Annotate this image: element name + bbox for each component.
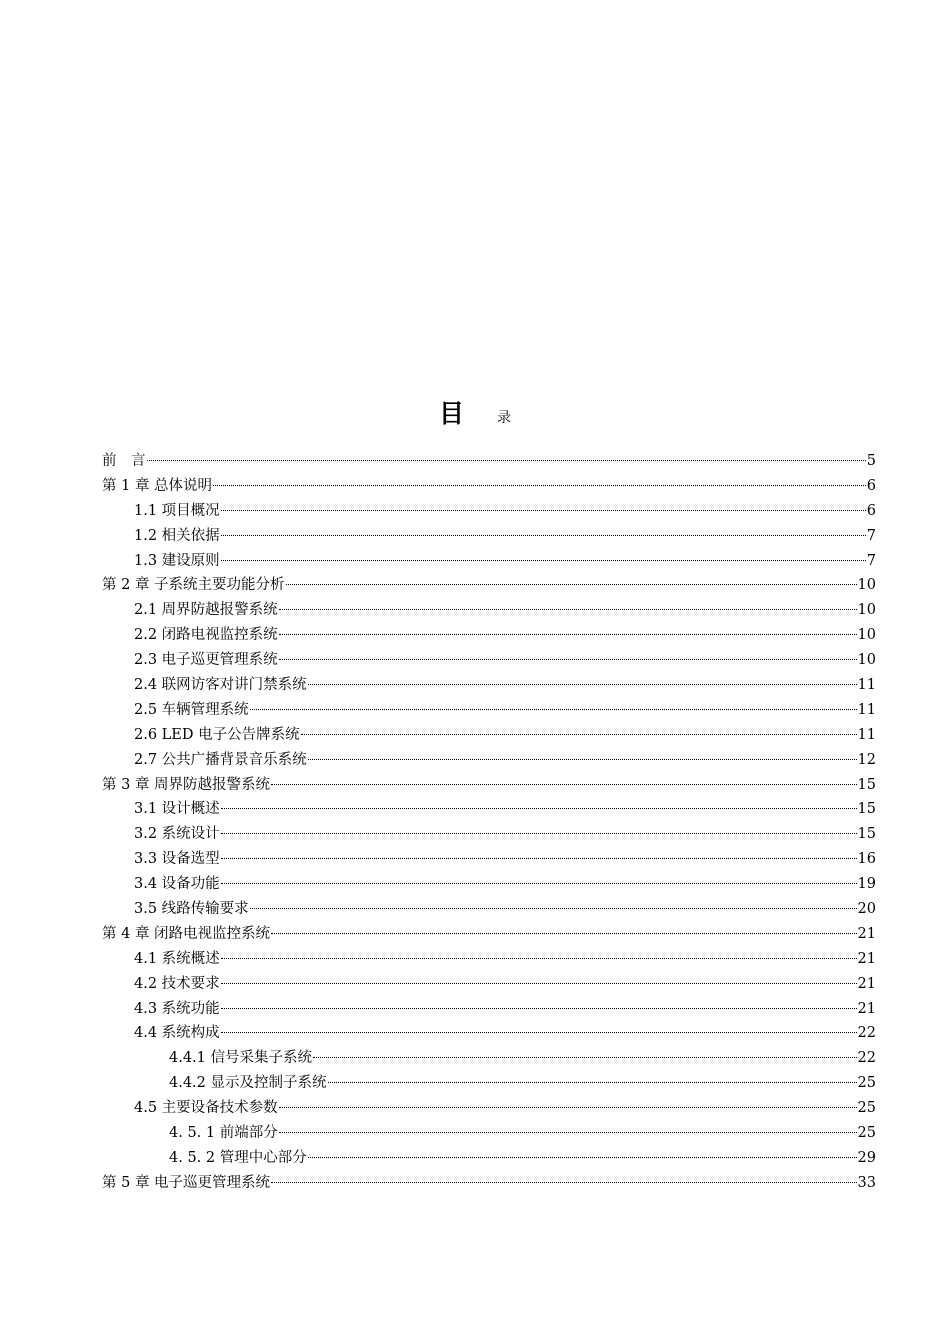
toc-entry-label: 4.3 系统功能 (134, 1000, 220, 1017)
toc-entry-label: 3.4 设备功能 (134, 876, 220, 893)
toc-entry-label: 2.2 闭路电视监控系统 (134, 627, 278, 644)
toc-entry[interactable] (102, 972, 876, 997)
toc-dot-leader (250, 709, 857, 710)
toc-entry[interactable] (102, 1071, 876, 1096)
toc-entry-page: 21 (857, 950, 876, 967)
toc-entry[interactable] (102, 1146, 876, 1171)
toc-entry-label: 2.3 电子巡更管理系统 (134, 652, 278, 669)
toc-dot-leader (279, 634, 857, 635)
toc-entry[interactable] (102, 773, 876, 798)
toc-entry-page: 10 (857, 602, 876, 619)
toc-entry-page: 25 (857, 1075, 876, 1092)
toc-entry-page: 15 (857, 801, 876, 818)
toc-entry[interactable] (102, 648, 876, 673)
toc-entry[interactable] (102, 1046, 876, 1071)
toc-entry-label: 4.1 系统概述 (134, 950, 220, 967)
toc-dot-leader (271, 1182, 856, 1183)
toc-dot-leader (301, 734, 857, 735)
toc-entry[interactable] (102, 922, 876, 947)
toc-dot-leader (308, 1157, 857, 1158)
toc-entry[interactable] (102, 549, 876, 574)
toc-dot-leader (221, 1032, 857, 1033)
toc-entry-label: 第 3 章 周界防越报警系统 (102, 776, 271, 793)
toc-dot-leader (279, 609, 857, 610)
toc-entry[interactable] (102, 573, 876, 598)
toc-entry[interactable] (102, 1096, 876, 1121)
toc-entry-label: 3.3 设备选型 (134, 851, 220, 868)
toc-dot-leader (313, 1057, 857, 1058)
toc-entry-page: 11 (857, 726, 876, 743)
toc-entry[interactable] (102, 947, 876, 972)
toc-entry-label: 第 2 章 子系统主要功能分析 (102, 577, 285, 594)
toc-entry-label: 1.2 相关依据 (134, 527, 220, 544)
toc-dot-leader (221, 858, 857, 859)
toc-dot-leader (308, 759, 857, 760)
toc-entry[interactable] (102, 1171, 876, 1196)
toc-entry-label: 3.5 线路传输要求 (134, 901, 249, 918)
toc-entry-label: 3.1 设计概述 (134, 801, 220, 818)
toc-entry[interactable] (102, 847, 876, 872)
toc-entry-label: 2.5 车辆管理系统 (134, 701, 249, 718)
toc-entry-page: 15 (857, 826, 876, 843)
toc-entry-page: 19 (857, 876, 876, 893)
toc-entry[interactable] (102, 449, 876, 474)
toc-entry-label: 4.4 系统构成 (134, 1025, 220, 1042)
toc-entry[interactable] (102, 698, 876, 723)
toc-entry-label: 2.6 LED 电子公告牌系统 (134, 726, 300, 743)
toc-entry-page: 33 (857, 1174, 876, 1191)
toc-dot-leader (271, 933, 856, 934)
toc-entry-label: 2.7 公共广播背景音乐系统 (134, 751, 307, 768)
toc-entry-page: 12 (857, 751, 876, 768)
toc-dot-leader (279, 659, 857, 660)
toc-dot-leader (221, 833, 857, 834)
toc-entry-page: 15 (857, 776, 876, 793)
toc-entry[interactable] (102, 474, 876, 499)
toc-entry-page: 10 (857, 652, 876, 669)
toc-dot-leader (250, 908, 857, 909)
toc-entry[interactable] (102, 872, 876, 897)
toc-dot-leader (308, 684, 857, 685)
toc-entry[interactable] (102, 997, 876, 1022)
toc-entry-label: 3.2 系统设计 (134, 826, 220, 843)
toc-dot-leader (221, 958, 857, 959)
toc-entry-label: 第 5 章 电子巡更管理系统 (102, 1174, 271, 1191)
toc-entry-page: 25 (857, 1125, 876, 1142)
toc-dot-leader (221, 1008, 857, 1009)
toc-entry-page: 7 (866, 552, 876, 569)
toc-entry[interactable] (102, 598, 876, 623)
toc-entry[interactable] (102, 797, 876, 822)
toc-entry-page: 7 (866, 527, 876, 544)
toc-entry-label: 第 1 章 总体说明 (102, 477, 213, 494)
toc-title-main: 目 (438, 399, 464, 428)
toc-entry-label: 2.1 周界防越报警系统 (134, 602, 278, 619)
toc-entry-page: 5 (866, 453, 876, 469)
toc-entry[interactable] (102, 822, 876, 847)
toc-entry-page: 29 (857, 1149, 876, 1166)
toc-entry-page: 10 (857, 627, 876, 644)
toc-entry-label: 4. 5. 1 前端部分 (169, 1125, 278, 1142)
toc-entry-label: 1.3 建设原则 (134, 552, 220, 569)
toc-entry-label: 4.4.1 信号采集子系统 (169, 1050, 313, 1067)
toc-title-sub: 录 (497, 410, 512, 426)
toc-entry-page: 6 (866, 477, 876, 494)
toc-entry-page: 20 (857, 901, 876, 918)
toc-entry[interactable] (102, 897, 876, 922)
toc-entry-page: 11 (857, 677, 876, 694)
toc-dot-leader (221, 983, 857, 984)
toc-entry-page: 21 (857, 925, 876, 942)
toc-dot-leader (221, 808, 857, 809)
toc-entry-label: 4. 5. 2 管理中心部分 (169, 1149, 307, 1166)
toc-entry-page: 11 (857, 701, 876, 718)
toc-entry[interactable] (102, 499, 876, 524)
toc-dot-leader (286, 584, 857, 585)
toc-entry[interactable] (102, 524, 876, 549)
toc-dot-leader (271, 784, 856, 785)
toc-entry-page: 6 (866, 502, 876, 519)
toc-entry-label: 2.4 联网访客对讲门禁系统 (134, 677, 307, 694)
toc-entry-label: 4.5 主要设备技术参数 (134, 1100, 278, 1117)
toc-entry-label: 4.2 技术要求 (134, 975, 220, 992)
toc-entry-label: 第 4 章 闭路电视监控系统 (102, 925, 271, 942)
toc-dot-leader (328, 1082, 857, 1083)
toc-dot-leader (279, 1132, 857, 1133)
toc-entry-label: 1.1 项目概况 (134, 502, 220, 519)
toc-dot-leader (221, 535, 866, 536)
toc-list (102, 449, 876, 1196)
toc-entry[interactable] (102, 1121, 876, 1146)
toc-entry[interactable] (102, 623, 876, 648)
toc-entry-page: 22 (857, 1050, 876, 1067)
toc-entry-page: 25 (857, 1100, 876, 1117)
toc-entry[interactable] (102, 673, 876, 698)
toc-entry-page: 10 (857, 577, 876, 594)
toc-dot-leader (213, 485, 866, 486)
toc-dot-leader (221, 883, 857, 884)
toc-dot-leader (221, 510, 866, 511)
toc-dot-leader (221, 560, 866, 561)
toc-title (0, 394, 950, 430)
toc-entry-page: 21 (857, 1000, 876, 1017)
toc-entry[interactable] (102, 748, 876, 773)
toc-dot-leader (147, 460, 866, 461)
toc-dot-leader (279, 1107, 857, 1108)
toc-entry[interactable] (102, 723, 876, 748)
toc-entry-page: 16 (857, 851, 876, 868)
toc-entry[interactable] (102, 1021, 876, 1046)
toc-entry-page: 21 (857, 975, 876, 992)
toc-entry-label: 前 言 (102, 453, 146, 469)
toc-entry-page: 22 (857, 1025, 876, 1042)
toc-entry-label: 4.4.2 显示及控制子系统 (169, 1075, 327, 1092)
